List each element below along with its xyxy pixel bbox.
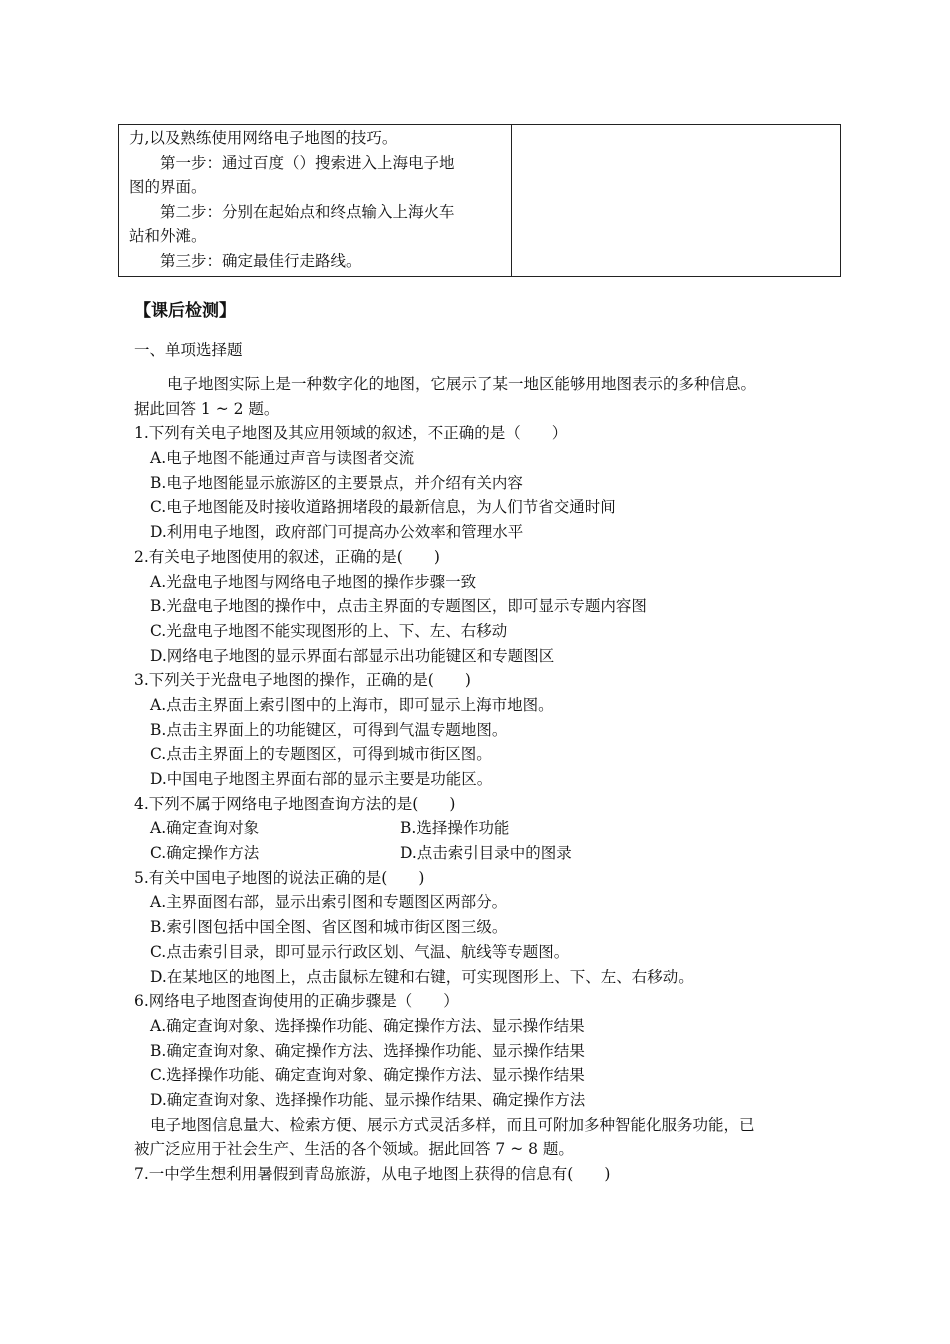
question-body	[134, 372, 824, 1187]
option: D.利用电子地图，政府部门可提高办公效率和管理水平	[150, 523, 524, 542]
table-line: 第二步：分别在起始点和终点输入上海火车	[160, 202, 455, 221]
option: B.光盘电子地图的操作中，点击主界面的专题图区，即可显示专题内容图	[150, 597, 647, 616]
option: D.点击索引目录中的图录	[400, 844, 572, 863]
table-line: 站和外滩。	[129, 227, 207, 245]
intro-paragraph: 电子地图信息量大、检索方便、展示方式灵活多样，而且可附加多种智能化服务功能，已	[150, 1115, 755, 1134]
question-stem: 4.下列不属于网络电子地图查询方法的是( )	[134, 794, 456, 813]
table-right-cell	[512, 125, 841, 277]
option: D.在某地区的地图上，点击鼠标左键和右键，可实现图形上、下、左、右移动。	[150, 967, 694, 986]
question-stem: 2.有关电子地图使用的叙述，正确的是( )	[134, 547, 440, 566]
question-stem: 6.网络电子地图查询使用的正确步骤是（ ）	[134, 992, 459, 1011]
option: A.确定查询对象	[150, 819, 260, 838]
option-row	[134, 816, 824, 841]
option: C.点击主界面上的专题图区，可得到城市街区图。	[150, 745, 492, 764]
question-stem: 3.下列关于光盘电子地图的操作，正确的是( )	[134, 671, 471, 690]
intro-paragraph: 据此回答 1 ~ 2 题。	[134, 399, 280, 418]
option: A.光盘电子地图与网络电子地图的操作步骤一致	[150, 572, 477, 591]
option: B.选择操作功能	[400, 819, 510, 838]
section-title: 【课后检测】	[134, 301, 236, 321]
question-stem: 5.有关中国电子地图的说法正确的是( )	[134, 868, 425, 887]
option: A.点击主界面上索引图中的上海市，即可显示上海市地图。	[150, 695, 554, 714]
table-line: 力,以及熟练使用网络电子地图的技巧。	[129, 129, 398, 147]
option: A.电子地图不能通过声音与读图者交流	[150, 449, 415, 468]
subsection-heading: 一、单项选择题	[134, 341, 243, 359]
option-row	[134, 841, 824, 866]
option: B.电子地图能显示旅游区的主要景点，并介绍有关内容	[150, 473, 523, 492]
option: A.主界面图右部，显示出索引图和专题图区两部分。	[150, 893, 508, 912]
option: B.确定查询对象、确定操作方法、选择操作功能、显示操作结果	[150, 1041, 585, 1060]
table-left-cell	[119, 125, 512, 277]
table-line: 第一步：通过百度（）搜索进入上海电子地	[160, 153, 455, 172]
option: B.索引图包括中国全图、省区图和城市街区图三级。	[150, 918, 508, 937]
option: C.光盘电子地图不能实现图形的上、下、左、右移动	[150, 621, 508, 640]
option: C.点击索引目录，即可显示行政区划、气温、航线等专题图。	[150, 942, 570, 961]
option: C.电子地图能及时接收道路拥堵段的最新信息，为人们节省交通时间	[150, 498, 616, 517]
question-stem: 1.下列有关电子地图及其应用领域的叙述，不正确的是（ ）	[134, 424, 568, 443]
question-stem: 7.一中学生想利用暑假到青岛旅游，从电子地图上获得的信息有( )	[134, 1165, 611, 1183]
option: C.确定操作方法	[150, 844, 260, 863]
activity-table	[118, 124, 841, 277]
option: A.确定查询对象、选择操作功能、确定操作方法、显示操作结果	[150, 1016, 585, 1035]
intro-paragraph: 被广泛应用于社会生产、生活的各个领域。据此回答 7 ~ 8 题。	[134, 1140, 574, 1159]
option: B.点击主界面上的功能键区，可得到气温专题地图。	[150, 720, 508, 739]
option: D.中国电子地图主界面右部的显示主要是功能区。	[150, 770, 493, 788]
table-line: 第三步：确定最佳行走路线。	[160, 251, 362, 270]
intro-paragraph: 电子地图实际上是一种数字化的地图，它展示了某一地区能够用地图表示的多种信息。	[167, 375, 757, 393]
option: D.网络电子地图的显示界面右部显示出功能键区和专题图区	[150, 646, 555, 665]
option: C.选择操作功能、确定查询对象、确定操作方法、显示操作结果	[150, 1066, 585, 1085]
table-line: 图的界面。	[129, 178, 207, 196]
option: D.确定查询对象、选择操作功能、显示操作结果、确定操作方法	[150, 1090, 586, 1109]
